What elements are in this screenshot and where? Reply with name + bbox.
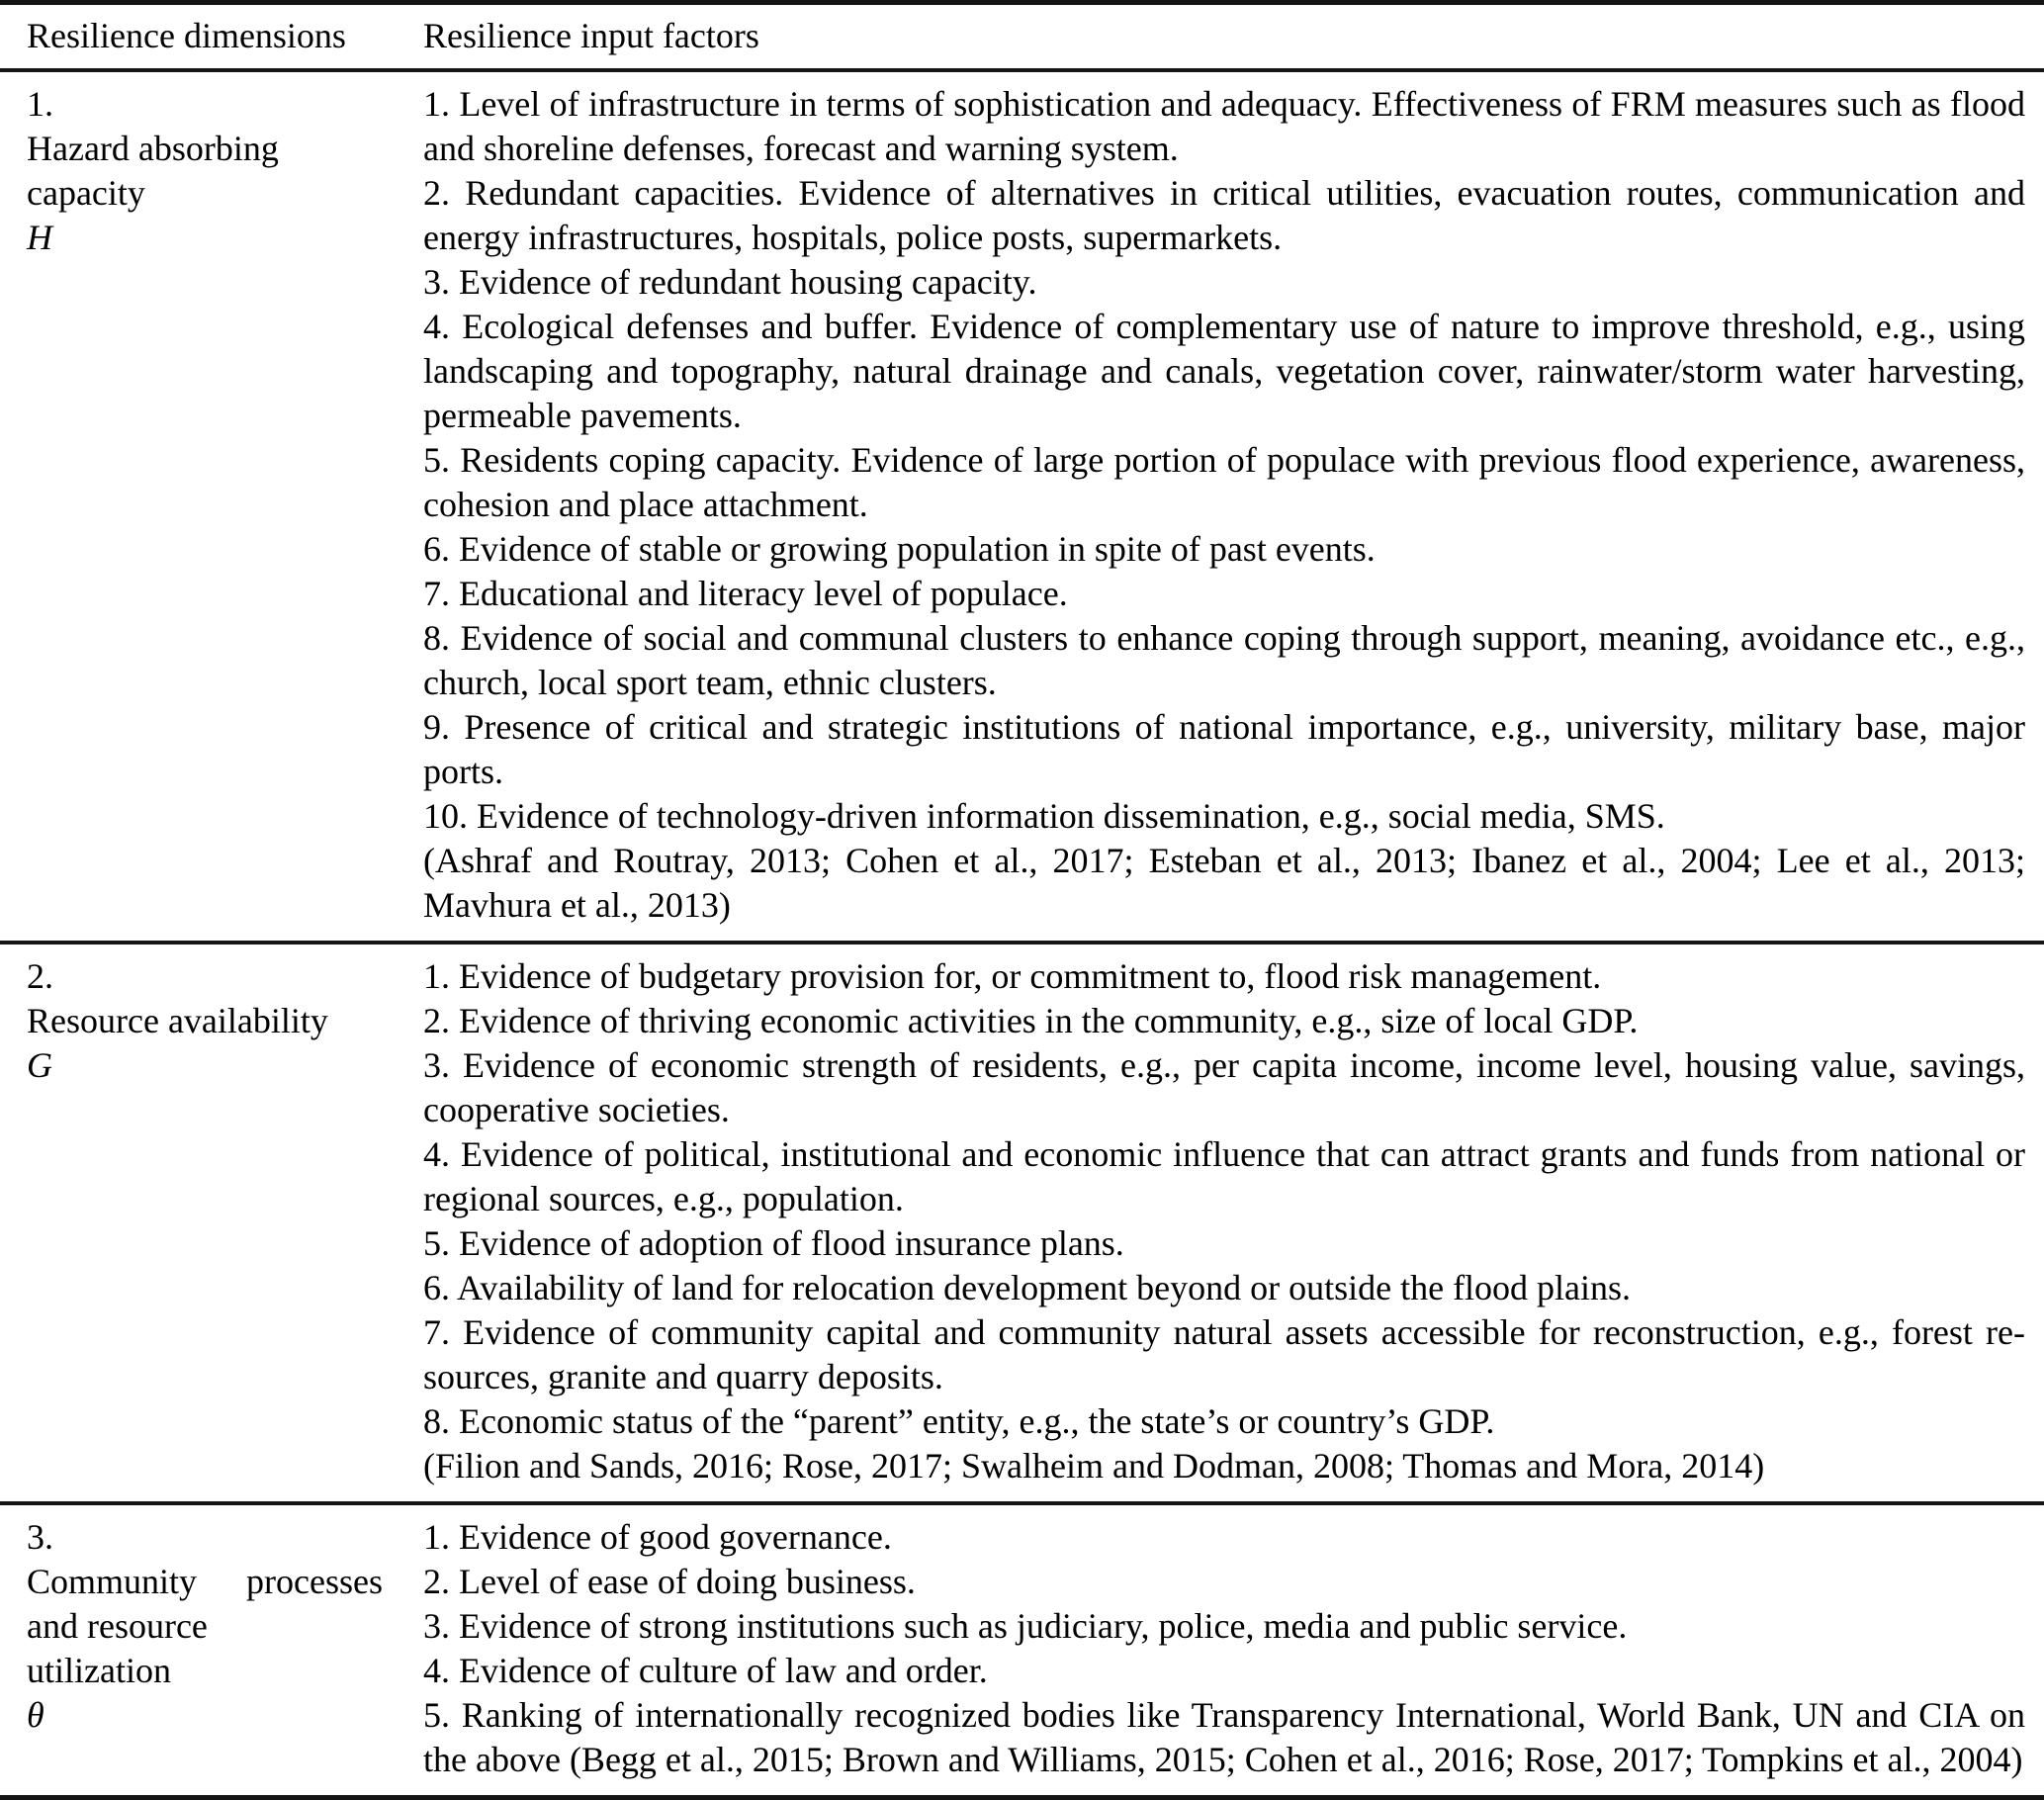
- table-row: [0, 945, 2044, 1505]
- dimension-cell: [0, 1515, 383, 1782]
- dimension-line: utilization: [27, 1651, 171, 1690]
- factor-item: 9. Presence of critical and strategic institutions of national importance, e.g., university, military base, major ports.: [423, 707, 2025, 791]
- factor-item: 3. Evidence of economic strength of residents, e.g., per capita income, income level, housing value, savings, cooperative societies.: [423, 1045, 2025, 1129]
- factor-item: (Filion and Sands, 2016; Rose, 2017; Swalheim and Dodman, 2008; Thomas and Mora, 2014): [423, 1446, 1765, 1485]
- factor-item: 1. Evidence of good governance.: [423, 1517, 892, 1557]
- factor-item: 7. Evidence of community capital and community natural assets accessible for reconstruction, e.g., forest resources, granite and quarry deposits.: [423, 1312, 2025, 1396]
- dimension-line: capacity: [27, 173, 145, 213]
- factor-item: 2. Level of ease of doing business.: [423, 1562, 916, 1601]
- dimension-line: H: [27, 218, 52, 257]
- dimension-line: G: [27, 1045, 52, 1085]
- factor-item: 3. Evidence of redundant housing capacity.: [423, 262, 1037, 302]
- table-row: [0, 72, 2044, 945]
- factor-item: 4. Ecological defenses and buffer. Evidence of complementary use of nature to improve threshold, e.g., using landscaping and topography, natural drainage and canals, vegetation cover, rainwater/storm water harvesting, permeable pavements.: [423, 307, 2025, 435]
- factor-item: 3. Evidence of strong institutions such as judiciary, police, media and public service.: [423, 1606, 1628, 1646]
- column-header-resilience-dimensions: Resilience dimensions: [27, 16, 346, 55]
- factor-item: 10. Evidence of technology-driven information dissemination, e.g., social media, SMS.: [423, 796, 1665, 836]
- factor-item: 5. Ranking of internationally recognized bodies like Transparency International, World Bank, UN and CIA on the above (Begg et al., 2015; Brown and Williams, 2015; Cohen et al., 2016; Rose, 2017; Tompkins et al., 2004): [423, 1695, 2025, 1779]
- factor-item: 1. Evidence of budgetary provision for, or commitment to, flood risk management.: [423, 956, 1602, 996]
- factor-item: (Ashraf and Routray, 2013; Cohen et al., 2017; Esteban et al., 2013; Ibanez et al., 2004; Lee et al., 2013; Mavhura et al., 2013): [423, 841, 2025, 925]
- factor-item: 5. Evidence of adoption of flood insurance plans.: [423, 1223, 1124, 1263]
- factor-item: 7. Educational and literacy level of populace.: [423, 574, 1068, 613]
- dimension-cell: [0, 954, 383, 1488]
- table-body: [0, 72, 2044, 1795]
- factor-item: 8. Evidence of social and communal clusters to enhance coping through support, meaning, avoidance etc., e.g., church, local sport team, ethnic clusters.: [423, 618, 2025, 702]
- factor-item: 6. Availability of land for relocation development beyond or outside the flood plains.: [423, 1268, 1632, 1307]
- dimension-line: Community processes: [27, 1562, 383, 1601]
- factor-item: 6. Evidence of stable or growing population in spite of past events.: [423, 529, 1376, 569]
- dimension-line: and resource: [27, 1606, 208, 1646]
- dimension-cell: [0, 82, 383, 928]
- factor-item: 2. Evidence of thriving economic activities in the community, e.g., size of local GDP.: [423, 1001, 1639, 1040]
- dimension-line: Resource availability: [27, 1001, 328, 1040]
- factors-cell: [423, 1515, 2044, 1782]
- dimension-line: θ: [27, 1695, 44, 1735]
- factor-item: 4. Evidence of political, institutional and economic influence that can attract grants and funds from national or regional sources, e.g., population.: [423, 1134, 2025, 1218]
- dimension-line: 2.: [27, 956, 53, 996]
- factor-item: 2. Redundant capacities. Evidence of alternatives in critical utilities, evacuation routes, communication and energy infrastructures, hospitals, police posts, supermarkets.: [423, 173, 2025, 257]
- dimension-line: 3.: [27, 1517, 53, 1557]
- factor-item: 1. Level of infrastructure in terms of sophistication and adequacy. Effectiveness of FRM measures such as flood and shoreline defenses, forecast and warning system.: [423, 84, 2025, 168]
- factor-item: 4. Evidence of culture of law and order.: [423, 1651, 988, 1690]
- dimension-line: 1.: [27, 84, 53, 124]
- factor-item: 8. Economic status of the “parent” entity, e.g., the state’s or country’s GDP.: [423, 1401, 1495, 1441]
- factor-item: 5. Residents coping capacity. Evidence of large portion of populace with previous flood experience, awareness, cohesion and place attachment.: [423, 440, 2025, 524]
- dimension-line: Hazard absorbing: [27, 129, 279, 168]
- column-header-resilience-input-factors: Resilience input factors: [423, 16, 759, 55]
- table-row: [0, 1505, 2044, 1795]
- factors-cell: [423, 954, 2044, 1488]
- table-header-row: [0, 5, 2044, 72]
- factors-cell: [423, 82, 2044, 928]
